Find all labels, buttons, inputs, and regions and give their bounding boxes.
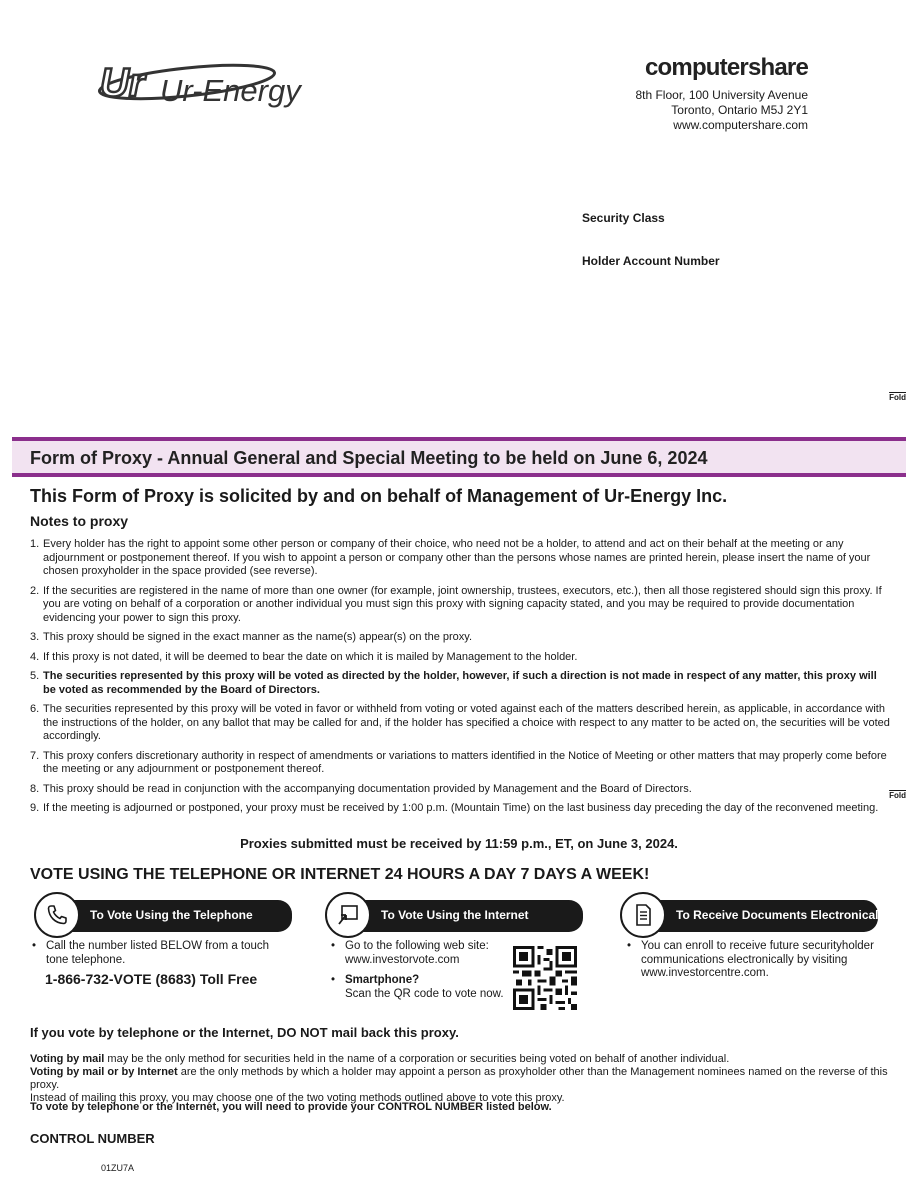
note-text: The securities represented by this proxy will be voted in favor or withheld from voting or voted against each of the matters described herein, as applicable, in accordance with the instructions of the holder, on any ballot that may be called for and, if the holder has specified a choice with respect to any matter to be acted on, the securities will be voted accordingly.: [43, 703, 890, 742]
note-number: 7.: [30, 749, 40, 762]
mail-line: [30, 1053, 900, 1066]
mail-voting-paragraph: [30, 1053, 900, 1105]
phone-icon: [34, 892, 80, 938]
note-number: 8.: [30, 782, 40, 795]
electronic-instruction: • You can enroll to receive future securityholder communications electronically by visiting www.investorcentre.com.: [641, 940, 881, 981]
mail-line-text: are the only methods by which a holder may appoint a person as proxyholder other than the Management nominees named on the reverse of this proxy.: [30, 1066, 888, 1091]
address-line: 8th Floor, 100 University Avenue: [635, 88, 808, 102]
mail-line-bold: Voting by mail or by Internet: [30, 1066, 178, 1078]
note-item: [30, 651, 892, 665]
form-banner: [12, 437, 906, 477]
form-code: 01ZU7A: [101, 1163, 135, 1173]
svg-text:Ur: Ur: [100, 61, 145, 105]
address-line: Toronto, Ontario M5J 2Y1: [671, 103, 808, 117]
fold-mark: Fold: [889, 791, 906, 800]
telephone-vote-pill: [42, 900, 292, 932]
internet-vote-label: To Vote Using the Internet: [381, 908, 529, 922]
note-item: [30, 802, 892, 816]
note-item: [30, 538, 892, 579]
cursor-screen-icon: [325, 892, 371, 938]
control-number-label: CONTROL NUMBER: [30, 1131, 155, 1146]
computershare-logo: computershare: [645, 54, 808, 81]
deadline-notice: Proxies submitted must be received by 11:59 p.m., ET, on June 3, 2024.: [240, 836, 678, 851]
note-text: This proxy should be signed in the exact manner as the name(s) appear(s) on the proxy.: [43, 631, 473, 643]
smartphone-item: [345, 974, 505, 1001]
ur-energy-logo: [92, 52, 301, 108]
note-text: This proxy should be read in conjunction with the accompanying documentation provided by Management and the Board of Directors.: [43, 782, 692, 795]
vote-heading: VOTE USING THE TELEPHONE OR INTERNET 24 HOURS A DAY 7 DAYS A WEEK!: [30, 866, 650, 883]
note-text: If the securities are registered in the name of more than one owner (for example, joint ownership, trustees, executors, etc.), then all those registered should sign this proxy. If you are voting on behalf of a corporation or another individual you must sign this proxy with signing capacity stated, and you may be required to provide documentation evidencing your power to sign this proxy.: [43, 584, 882, 624]
note-item: [30, 670, 892, 697]
notes-list: [30, 538, 892, 822]
phone-number[interactable]: 1-866-732-VOTE (8683) Toll Free: [45, 971, 258, 987]
telephone-vote-label: To Vote Using the Telephone: [90, 908, 253, 922]
form-title: Form of Proxy - Annual General and Special Meeting to be held on June 6, 2024: [30, 448, 708, 468]
electronic-docs-pill: [628, 900, 889, 932]
note-number: 3.: [30, 631, 40, 643]
notes-heading: Notes to proxy: [30, 513, 129, 529]
note-number: 9.: [30, 802, 40, 814]
note-item: [30, 703, 892, 744]
logo-wordmark: Ur-Energy: [160, 73, 301, 108]
mail-line-bold: Voting by mail: [30, 1053, 105, 1065]
note-item: [30, 750, 892, 777]
internet-vote-pill: [333, 900, 583, 932]
mail-line: [30, 1066, 900, 1092]
note-number: 2.: [30, 584, 40, 597]
note-text: If this proxy is not dated, it will be deemed to bear the date on which it is mailed by Management to the holder.: [43, 650, 578, 663]
ur-energy-logo-mark: [92, 52, 301, 108]
mail-line: Instead of mailing this proxy, you may choose one of the two voting methods outlined above to vote this proxy.: [30, 1092, 565, 1104]
mail-line-text: may be the only method for securities held in the name of a corporation or securities being voted on behalf of another individual.: [104, 1053, 730, 1065]
do-not-mail-notice: If you vote by telephone or the Internet, DO NOT mail back this proxy.: [30, 1025, 459, 1040]
internet-instruction: • Go to the following web site: www.investorvote.com: [345, 940, 505, 967]
note-number: 1.: [30, 538, 40, 550]
computershare-block: [635, 54, 808, 133]
note-text: If the meeting is adjourned or postponed, your proxy must be received by 1:00 p.m. (Mountain Time) on the last business day preceding the day of the reconvened meeting.: [43, 802, 879, 814]
computershare-address: [635, 88, 808, 133]
note-number: 4.: [30, 650, 40, 663]
document-icon: [620, 892, 666, 938]
website-link[interactable]: www.computershare.com: [673, 118, 808, 132]
electronic-docs-label: To Receive Documents Electronically: [676, 908, 889, 922]
note-item: [30, 631, 892, 645]
note-text: Every holder has the right to appoint some other person or company of their choice, who need not be a holder, to attend and act on their behalf at the meeting or any adjournment or postponement thereof. If you wish to appoint a person or company other than the persons whose names are printed herein, please insert the name of your chosen proxyholder in the space provided (see reverse).: [43, 538, 871, 577]
note-number: 6.: [30, 703, 40, 715]
note-item: [30, 585, 892, 626]
security-class-label: Security Class: [582, 211, 665, 225]
note-text: This proxy confers discretionary authority in respect of amendments or variations to matters identified in the Notice of Meeting or other matters that may properly come before the meeting or any adjournment or postponement thereof.: [43, 749, 887, 775]
qr-code[interactable]: [513, 946, 577, 1010]
note-item: [30, 783, 892, 797]
smartphone-title: • Smartphone?: [345, 974, 420, 986]
fold-mark: Fold: [889, 393, 906, 402]
smartphone-text: Scan the QR code to vote now.: [345, 987, 504, 1000]
holder-account-label: Holder Account Number: [582, 254, 720, 268]
control-instruction: To vote by telephone or the Internet, you will need to provide your CONTROL NUMBER listed below.: [30, 1101, 552, 1113]
note-number: 5.: [30, 670, 40, 682]
solicitation-title: This Form of Proxy is solicited by and on behalf of Management of Ur-Energy Inc.: [30, 486, 728, 506]
note-text: The securities represented by this proxy will be voted as directed by the holder, however, if such a direction is not made in respect of any matter, this proxy will be voted as recommended by the Board of Directors.: [43, 670, 877, 696]
telephone-instruction: • Call the number listed BELOW from a touch tone telephone.: [46, 940, 286, 967]
